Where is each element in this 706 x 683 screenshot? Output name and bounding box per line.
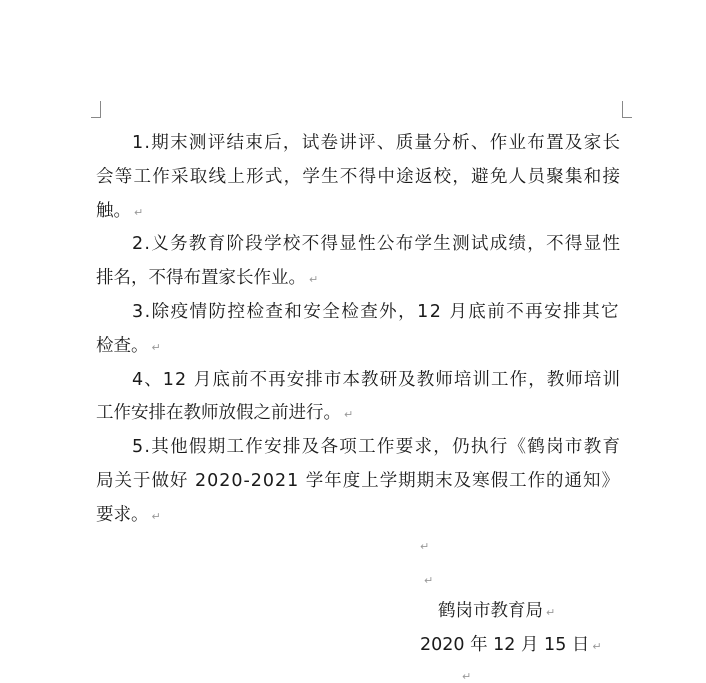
margin-corner-top-left bbox=[91, 101, 101, 118]
paragraph-line bbox=[96, 167, 621, 187]
paragraph-mark: ↵ bbox=[546, 606, 556, 619]
paragraph-mark: ↵ bbox=[462, 670, 472, 683]
signature-org: 鹤岗市教育局 bbox=[438, 601, 543, 621]
paragraph-line bbox=[132, 437, 621, 457]
line-text: 3.除疫情防控检查和安全检查外，12 月底前不再安排其它 bbox=[132, 302, 620, 322]
line-text: 1.期末测评结束后，试卷讲评、质量分析、作业布置及家长 bbox=[132, 133, 622, 153]
line-text: 检查。 bbox=[96, 335, 149, 356]
line-text: 要求。 bbox=[96, 504, 149, 525]
paragraph-line bbox=[132, 234, 621, 254]
paragraph-line bbox=[96, 403, 353, 425]
paragraph-line bbox=[96, 336, 161, 358]
line-text: 5.其他假期工作安排及各项工作要求，仍执行《鹤岗市教育 bbox=[132, 437, 622, 458]
paragraph-line bbox=[132, 133, 621, 153]
paragraph-mark: ↵ bbox=[592, 640, 602, 653]
signature-org-line bbox=[438, 601, 555, 623]
line-text: 局关于做好 2020-2021 学年度上学期期末及寒假工作的通知》 bbox=[96, 471, 620, 491]
line-text: 触。 bbox=[96, 200, 131, 221]
paragraph-line bbox=[132, 370, 621, 390]
paragraph-line bbox=[96, 268, 318, 290]
line-text: 会等工作采取线上形式，学生不得中途返校，避免人员聚集和接 bbox=[96, 166, 622, 187]
margin-corner-top-right bbox=[622, 101, 632, 118]
paragraph-mark: ↵ bbox=[151, 509, 161, 523]
paragraph-line bbox=[96, 471, 620, 491]
paragraph-mark: ↵ bbox=[309, 273, 319, 287]
paragraph-mark: ↵ bbox=[134, 205, 144, 219]
paragraph-mark: ↵ bbox=[344, 408, 354, 422]
line-text: 工作安排在教师放假之前进行。 bbox=[96, 403, 341, 424]
paragraph-mark: ↵ bbox=[151, 340, 161, 354]
line-text: 2.义务教育阶段学校不得显性公布学生测试成绩，不得显性 bbox=[132, 234, 622, 255]
signature-date: 2020 年 12 月 15 日 bbox=[420, 635, 590, 655]
paragraph-line bbox=[132, 302, 620, 322]
line-text: 4、12 月底前不再安排市本教研及教师培训工作，教师培训 bbox=[132, 369, 622, 390]
paragraph-line bbox=[96, 201, 143, 223]
paragraph-mark: ↵ bbox=[420, 540, 430, 553]
line-text: 排名，不得布置家长作业。 bbox=[96, 268, 306, 289]
paragraph-line bbox=[96, 505, 161, 527]
signature-date-line bbox=[420, 635, 602, 657]
paragraph-mark: ↵ bbox=[424, 574, 434, 587]
